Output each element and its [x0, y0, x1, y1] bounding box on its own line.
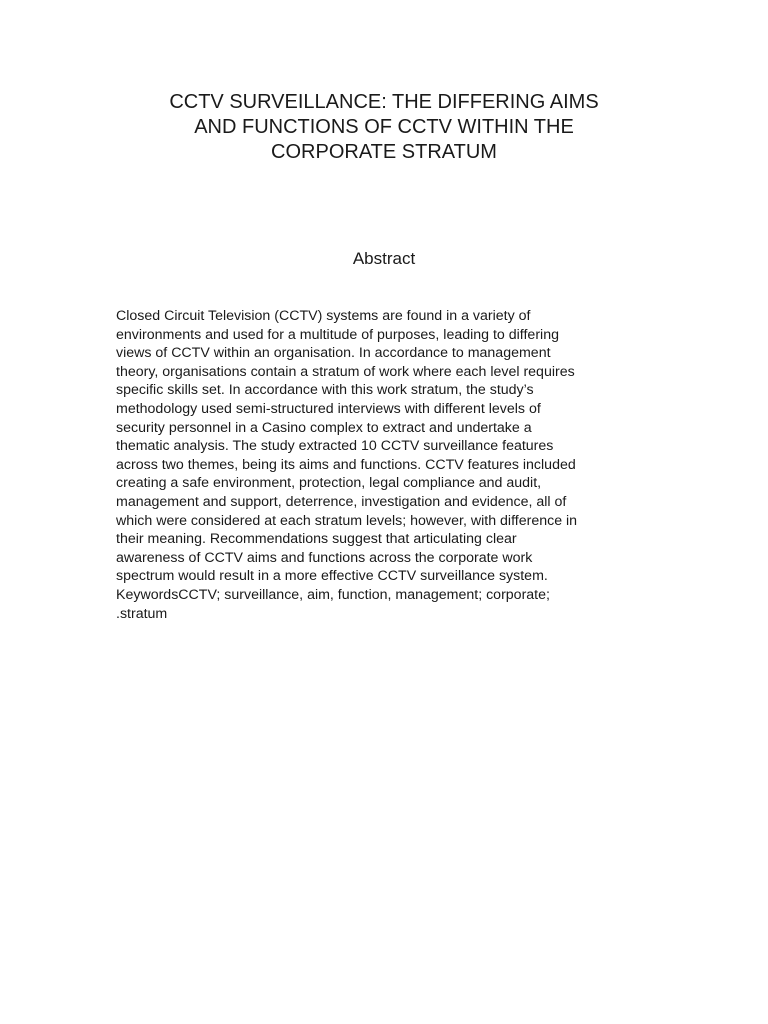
keywords-line: KeywordsCCTV; surveillance, aim, function, management; corporate;: [116, 586, 550, 603]
abstract-line: their meaning. Recommendations suggest that articulating clear: [116, 531, 517, 548]
abstract-line: spectrum would result in a more effective CCTV surveillance system.: [116, 568, 548, 585]
abstract-line: environments and used for a multitude of purposes, leading to differing: [116, 326, 559, 343]
paper-title-line: AND FUNCTIONS OF CCTV WITHIN THE: [194, 116, 574, 138]
abstract-line: thematic analysis. The study extracted 10 CCTV surveillance features: [116, 438, 554, 455]
paper-title: [110, 90, 658, 165]
abstract-line: creating a safe environment, protection, legal compliance and audit,: [116, 475, 542, 492]
abstract-line: specific skills set. In accordance with this work stratum, the study’s: [116, 382, 534, 399]
abstract-line: which were considered at each stratum levels; however, with difference in: [116, 512, 578, 529]
abstract-line: security personnel in a Casino complex to extract and undertake a: [116, 419, 532, 436]
abstract-line: management and support, deterrence, investigation and evidence, all of: [116, 493, 567, 510]
keywords-line: .stratum: [116, 605, 168, 622]
paper-title-line: CORPORATE STRATUM: [271, 141, 497, 163]
abstract-line: awareness of CCTV aims and functions across the corporate work: [116, 549, 533, 566]
abstract-line: across two themes, being its aims and functions. CCTV features included: [116, 456, 576, 473]
abstract-body: [116, 307, 656, 623]
paper-title-line: CCTV SURVEILLANCE: THE DIFFERING AIMS: [169, 91, 599, 113]
abstract-line: views of CCTV within an organisation. In accordance to management: [116, 345, 551, 362]
abstract-line: methodology used semi-structured interviews with different levels of: [116, 400, 541, 417]
abstract-line: theory, organisations contain a stratum of work where each level requires: [116, 363, 575, 380]
abstract-line: Closed Circuit Television (CCTV) systems are found in a variety of: [116, 308, 531, 324]
abstract-heading: Abstract: [352, 249, 416, 268]
